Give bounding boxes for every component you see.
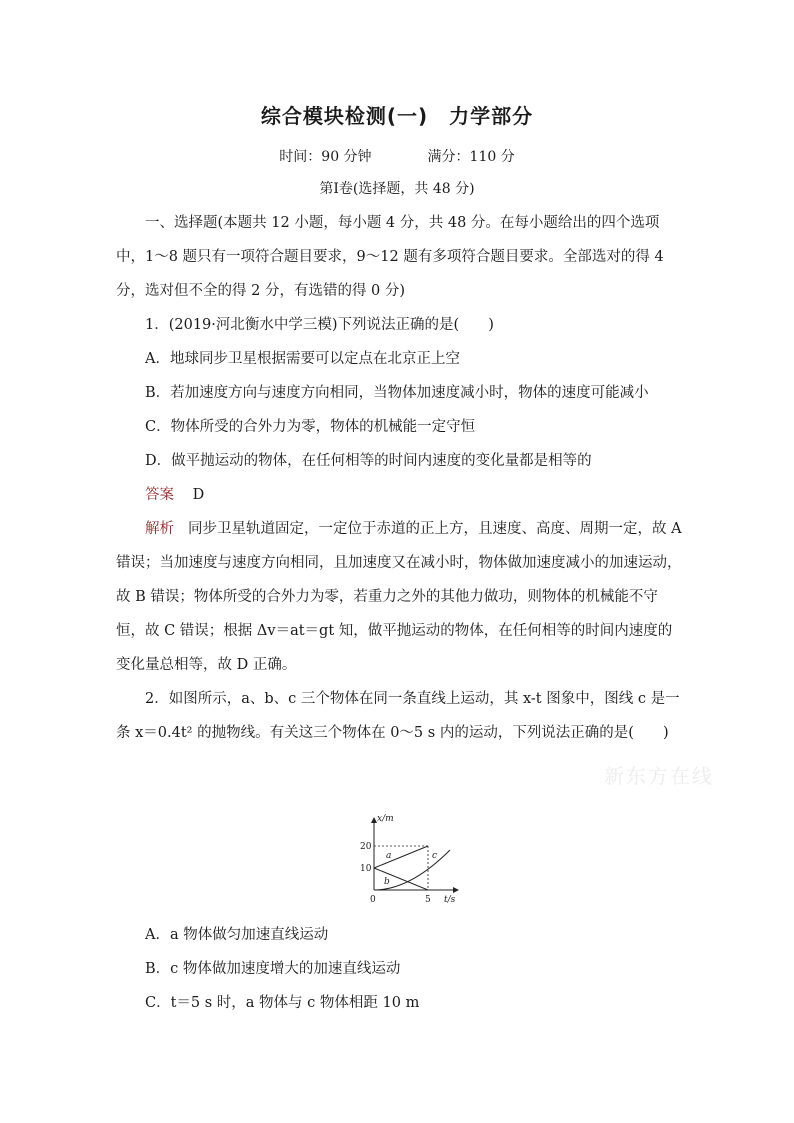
answer-label: 答案 xyxy=(145,487,174,503)
section-heading: 第Ⅰ卷(选择题，共 48 分) xyxy=(319,181,475,197)
x-axis-label: t/s xyxy=(444,895,456,904)
q2-options xyxy=(116,918,684,1020)
label-a: a xyxy=(386,851,392,861)
q1-answer-line xyxy=(116,478,684,512)
q2-stem: 2．如图所示，a、b、c 三个物体在同一条直线上运动，其 x-t 图象中，图线 c 是一条 x＝0.4t² 的抛物线。有关这三个物体在 0～5 s 内的运动，下列说法正确的是( ) xyxy=(116,691,680,741)
answer-value: D xyxy=(192,487,205,503)
page-title: 综合模块检测(一) 力学部分 xyxy=(260,104,534,128)
y-tick-10: 10 xyxy=(360,864,372,874)
x-tick-0: 0 xyxy=(370,895,376,904)
q1-option-a: A．地球同步卫星根据需要可以定点在北京正上空 xyxy=(145,351,460,367)
label-c: c xyxy=(432,851,438,861)
instructions: 一、选择题(本题共 12 小题，每小题 4 分，共 48 分。在每小题给出的四个选项中，1～8 题只有一项符合题目要求，9～12 题有多项符合题目要求。全部选对的得 4 分，选对但不全的得 2 分，有选错的得 0 分) xyxy=(116,215,664,299)
q2-option-c: C．t＝5 s 时，a 物体与 c 物体相距 10 m xyxy=(145,995,420,1011)
explain-label: 解析 xyxy=(145,521,174,537)
xt-graph-figure xyxy=(350,812,470,908)
q1-option-c: C．物体所受的合外力为零，物体的机械能一定守恒 xyxy=(145,419,476,435)
line-b xyxy=(374,868,428,890)
explain-text: 同步卫星轨道固定，一定位于赤道的正上方，且速度、高度、周期一定，故 A 错误；当加速度与速度方向相同，且加速度又在减小时，物体做加速度减小的加速运动，故 B 错误；物体所受的合外力为零，若重力之外的其他力做功，则物体的机械能不守恒，故 C 错误；根据 Δv＝at＝gt 知，做平抛运动的物体，在任何相等的时间内速度的变化量总相等，故 D 正确。 xyxy=(116,521,682,673)
line-a xyxy=(374,846,428,868)
y-tick-20: 20 xyxy=(360,842,372,852)
q1-option-b: B．若加速度方向与速度方向相同，当物体加速度减小时，物体的速度可能减小 xyxy=(145,385,649,401)
question-content xyxy=(116,206,684,750)
label-b: b xyxy=(384,877,390,887)
q1-stem: 1．(2019·河北衡水中学三模)下列说法正确的是( ) xyxy=(145,317,494,333)
xt-graph xyxy=(350,812,470,904)
q1-option-d: D．做平抛运动的物体，在任何相等的时间内速度的变化量都是相等的 xyxy=(145,453,592,469)
q1-explanation xyxy=(116,512,684,682)
q2-option-b: B．c 物体做加速度增大的加速直线运动 xyxy=(145,961,401,977)
q2-option-a: A．a 物体做匀加速直线运动 xyxy=(145,927,329,943)
y-axis-label: x/m xyxy=(377,814,394,824)
x-tick-5: 5 xyxy=(425,895,431,904)
watermark: 新东方在线 xyxy=(604,764,714,788)
exam-meta: 时间：90 分钟 满分：110 分 xyxy=(279,149,515,165)
